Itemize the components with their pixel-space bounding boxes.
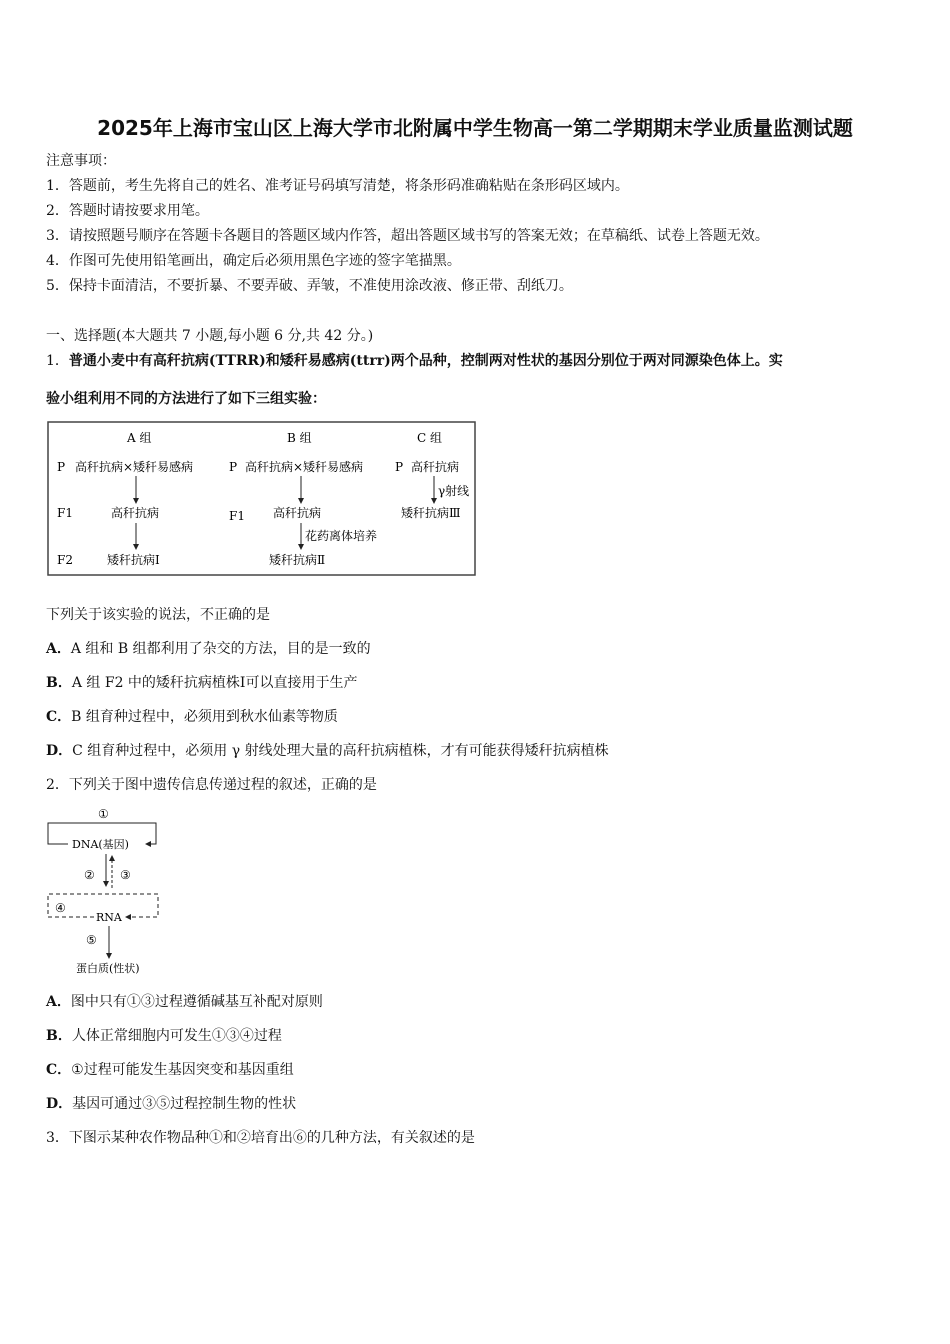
question-2-option-d[interactable] bbox=[46, 1094, 296, 1114]
question-2-option-c[interactable] bbox=[46, 1060, 294, 1080]
question-2-option-b[interactable] bbox=[46, 1026, 282, 1046]
p-label-a: P bbox=[57, 460, 66, 474]
option-letter: A． bbox=[46, 641, 71, 657]
option-text: 图中只有①③过程遵循碱基互补配对原则 bbox=[70, 994, 323, 1010]
question-1-option-b[interactable] bbox=[46, 673, 357, 693]
notice-item-1: 1．答题前，考生先将自己的姓名、准考证号码填写清楚，将条形码准确粘贴在条形码区域内。 bbox=[46, 178, 629, 194]
group-a-label: A 组 bbox=[127, 431, 152, 445]
option-text: 人体正常细胞内可发生①③④过程 bbox=[71, 1028, 282, 1044]
option-text: A 组 F2 中的矮秆抗病植株Ⅰ可以直接用于生产 bbox=[71, 675, 358, 691]
option-text: ①过程可能发生基因突变和基因重组 bbox=[71, 1062, 294, 1078]
group-c-result: 矮秆抗病Ⅲ bbox=[401, 506, 461, 520]
group-a-cross: 高秆抗病×矮秆易感病 bbox=[75, 460, 194, 474]
notice-item-2: 2．答题时请按要求用笔。 bbox=[46, 203, 209, 219]
question-3-number: 3． bbox=[46, 1130, 69, 1146]
option-text: B 组育种过程中，必须用到秋水仙素等物质 bbox=[71, 709, 338, 725]
option-text: C 组育种过程中，必须用 γ 射线处理大量的高秆抗病植株，才有可能获得矮秆抗病植株 bbox=[72, 743, 609, 759]
option-text: A 组和 B 组都利用了杂交的方法，目的是一致的 bbox=[70, 641, 371, 657]
question-2-option-a[interactable] bbox=[46, 992, 323, 1012]
question-1-stem-line1 bbox=[46, 351, 783, 371]
option-letter: A． bbox=[46, 994, 71, 1010]
p-label-b: P bbox=[229, 460, 238, 474]
group-b-label: B 组 bbox=[287, 431, 312, 445]
option-letter: D． bbox=[46, 743, 73, 759]
process-2-label: ② bbox=[84, 868, 95, 882]
group-a-f2: 矮秆抗病Ⅰ bbox=[107, 553, 160, 567]
central-dogma-figure bbox=[46, 804, 176, 980]
group-c-label: C 组 bbox=[417, 431, 442, 445]
question-1-option-d[interactable] bbox=[46, 741, 609, 761]
option-letter: B． bbox=[46, 1028, 72, 1044]
group-b-method: 花药离体培养 bbox=[305, 529, 378, 543]
section-heading: 一、选择题(本大题共 7 小题,每小题 6 分,共 42 分。) bbox=[46, 328, 374, 344]
f1-label-b: F1 bbox=[229, 509, 245, 523]
page-title: 2025年上海市宝山区上海大学市北附属中学生物高一第二学期期末学业质量监测试题 bbox=[97, 116, 853, 140]
group-b-cross: 高秆抗病×矮秆易感病 bbox=[245, 460, 364, 474]
p-label-c: P bbox=[395, 460, 404, 474]
process-1-label: ① bbox=[98, 807, 109, 821]
dna-label: DNA(基因) bbox=[72, 838, 129, 851]
option-letter: C． bbox=[46, 709, 72, 725]
question-2-stem: 下列关于图中遗传信息传递过程的叙述，正确的是 bbox=[68, 777, 377, 793]
notice-item-4: 4．作图可先使用铅笔画出，确定后必须用黑色字迹的签字笔描黑。 bbox=[46, 253, 461, 269]
f1-label-a: F1 bbox=[57, 506, 73, 520]
question-1-ask: 下列关于该实验的说法，不正确的是 bbox=[46, 607, 270, 623]
process-5-label: ⑤ bbox=[86, 933, 97, 947]
process-3-label: ③ bbox=[120, 868, 131, 882]
process-4-label: ④ bbox=[55, 901, 66, 915]
group-c-p: 高秆抗病 bbox=[411, 460, 460, 474]
group-a-f1: 高秆抗病 bbox=[111, 506, 160, 520]
question-1-option-a[interactable] bbox=[46, 639, 371, 659]
question-3-stem: 下图示某种农作物品种①和②培育出⑥的几种方法，有关叙述的是 bbox=[68, 1130, 475, 1146]
group-c-method: γ射线 bbox=[438, 484, 470, 498]
notice-heading: 注意事项： bbox=[46, 153, 116, 169]
question-2-number: 2． bbox=[46, 777, 69, 793]
question-1-stem-line2: 验小组利用不同的方法进行了如下三组实验： bbox=[46, 391, 326, 407]
notice-item-3: 3．请按照题号顺序在答题卡各题目的答题区域内作答，超出答题区域书写的答案无效；在草稿纸、试卷上答题无效。 bbox=[46, 228, 769, 244]
breeding-experiment-figure bbox=[47, 421, 477, 577]
notice-item-5: 5．保持卡面清洁，不要折暴、不要弄破、弄皱，不准使用涂改液、修正带、刮纸刀。 bbox=[46, 278, 573, 294]
protein-label: 蛋白质(性状) bbox=[76, 962, 140, 975]
group-b-f1: 高秆抗病 bbox=[273, 506, 322, 520]
group-b-result: 矮秆抗病Ⅱ bbox=[269, 553, 326, 567]
option-letter: B． bbox=[46, 675, 72, 691]
option-text: 基因可通过③⑤过程控制生物的性状 bbox=[72, 1096, 297, 1112]
option-letter: C． bbox=[46, 1062, 72, 1078]
question-3-stem-line bbox=[46, 1128, 475, 1148]
f2-label-a: F2 bbox=[57, 553, 73, 567]
rna-label: RNA bbox=[96, 911, 122, 924]
question-2-stem-line bbox=[46, 775, 377, 795]
question-1-stem: 普通小麦中有高秆抗病(TTRR)和矮秆易感病(ttrr)两个品种，控制两对性状的基因分别位于两对同源染色体上。实 bbox=[68, 353, 783, 369]
option-letter: D． bbox=[46, 1096, 73, 1112]
question-1-number: 1． bbox=[46, 353, 69, 369]
question-1-option-c[interactable] bbox=[46, 707, 338, 727]
